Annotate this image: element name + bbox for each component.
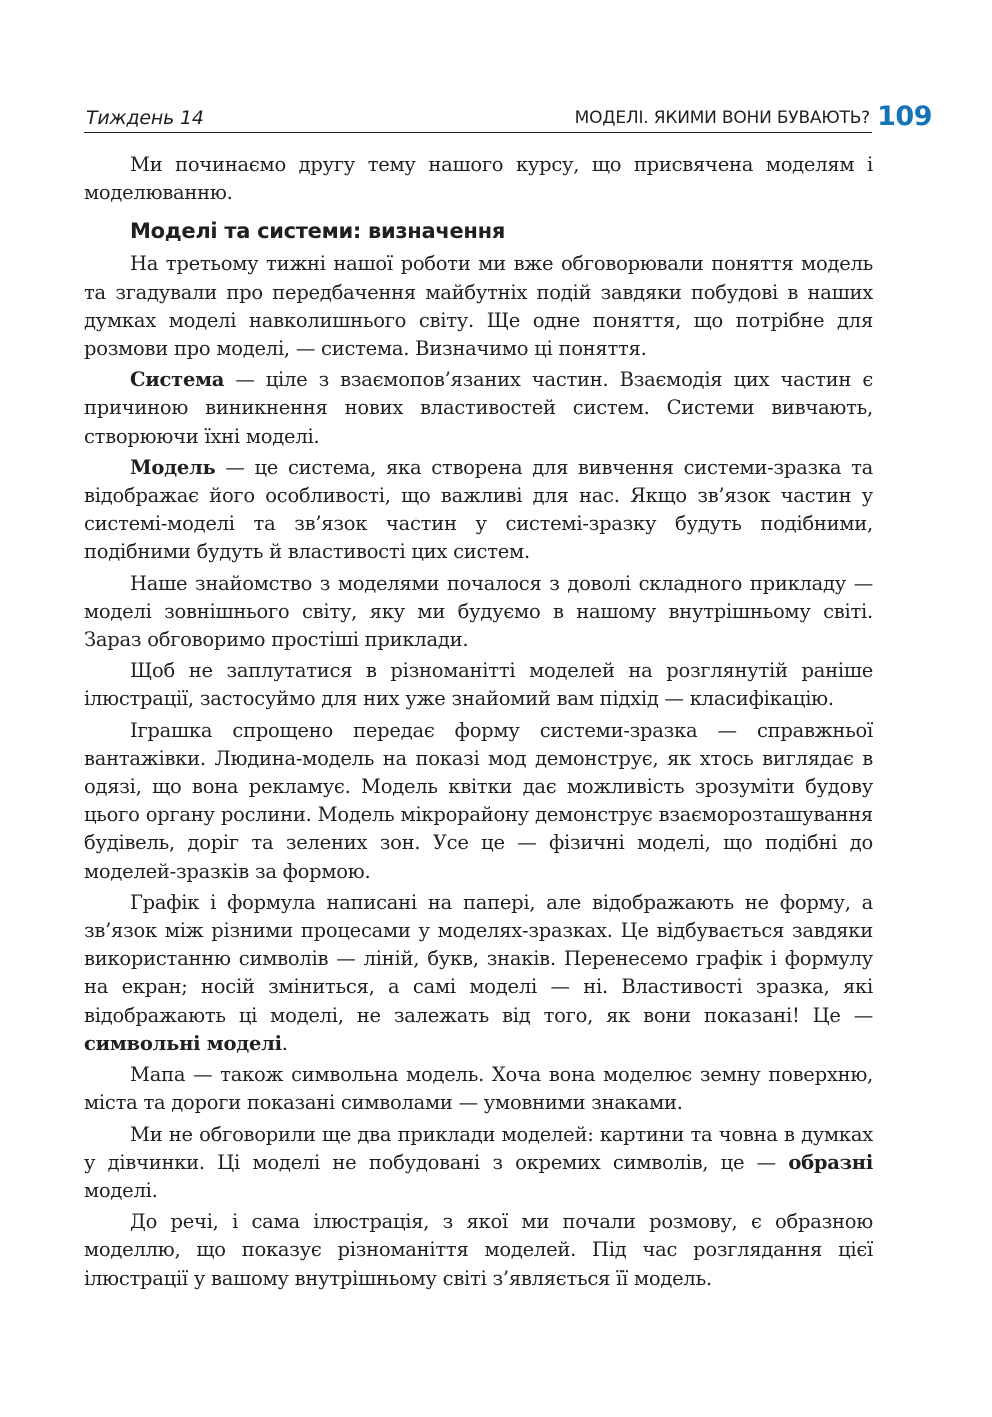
paragraph-map: Мапа — також символьна модель. Хоча вона моделює земну поверхню, міста та дороги показані символами — умовними знаками.	[84, 1063, 873, 1115]
term-symbolic-models: символьні моделі	[84, 1031, 282, 1055]
section-title: Моделі та системи: визначення	[130, 219, 506, 244]
system-definition-text: — ціле з взаємопов’язаних частин. Взаємодія цих частин є причиною виникнення нових властивостей систем. Системи вивчають, створюючи їхні моделі.	[84, 368, 873, 448]
paragraph-system-definition	[84, 366, 873, 451]
page-number: 109	[877, 101, 932, 132]
image-models-text: Ми не обговорили ще два приклади моделей: картини та човна в думках у дівчинки. Ці моделі не побудовані з окремих символів, це —	[84, 1122, 873, 1174]
symbolic-models-end: .	[281, 1031, 288, 1055]
term-model: Модель	[130, 455, 216, 479]
paragraph-1: На третьому тижні нашої роботи ми вже обговорювали поняття модель та згадували про передбачення майбутніх подій завдяки побудові в наших думках моделі навколишнього світу. Ще одне поняття, що потрібне для розмови про моделі, — система. Визначимо ці поняття.	[84, 252, 873, 361]
week-label: Тиждень 14	[86, 107, 204, 129]
paragraph-symbolic-models	[84, 889, 873, 1058]
running-title: МОДЕЛІ. ЯКИМИ ВОНИ БУВАЮТЬ?	[574, 108, 870, 128]
model-definition-text: — це система, яка створена для вивчення системи-зразка та відображає його особливості, що важливі для нас. Якщо зв’язок частин у системі-моделі та зв’язок частин у системі-зразку будуть подібними, подібними будуть й властивості цих систем.	[84, 455, 873, 564]
paragraph-final: До речі, і сама ілюстрація, з якої ми почали розмову, є образною моделлю, що показує різноманіття моделей. Під час розглядання цієї ілюстрації у вашому внутрішньому світі з’являється її модель.	[84, 1210, 873, 1290]
intro-paragraph: Ми починаємо другу тему нашого курсу, що присвячена моделям і моделюванню.	[84, 153, 873, 205]
term-image-models: образні	[788, 1150, 873, 1174]
page-body	[84, 151, 873, 1296]
header-rule	[84, 132, 872, 133]
paragraph-5: Щоб не заплутатися в різноманітті моделей на розглянутій раніше ілюстрації, застосуймо для них уже знайомий вам підхід — класифікацію.	[84, 659, 873, 711]
paragraph-4: Наше знайомство з моделями почалося з доволі складного прикладу — моделі зовнішнього світу, яку ми будуємо в нашому внутрішньому світі. Зараз обговоримо простіші приклади.	[84, 571, 873, 652]
paragraph-physical-models: Іграшка спрощено передає форму системи-зразка — справжньої вантажівки. Людина-модель на показі мод демонструє, як хтось виглядає в одязі, що вона рекламує. Модель квітки дає можливість зрозуміти будову цього органу рослини. Модель мікрорайону демонструє взаєморозташування будівель, доріг та зелених зон. Усе це — фізичні моделі, що подібні до моделей-зразків за формою.	[84, 718, 873, 883]
symbolic-models-text: Графік і формула написані на папері, але відображають не форму, а зв’язок між різними процесами у моделях-зразках. Це відбувається завдяки використанню символів — ліній, букв, знаків. Перенесемо графік і формулу на екран; носій зміниться, а самі моделі — ні. Властивості зразка, які відображають ці моделі, не залежать від того, як вони показані! Це —	[84, 890, 873, 1027]
page-header	[84, 98, 932, 138]
image-models-end: моделі.	[84, 1178, 158, 1202]
term-system: Система	[130, 368, 225, 392]
paragraph-model-definition	[84, 454, 873, 567]
paragraph-image-models	[84, 1121, 873, 1206]
